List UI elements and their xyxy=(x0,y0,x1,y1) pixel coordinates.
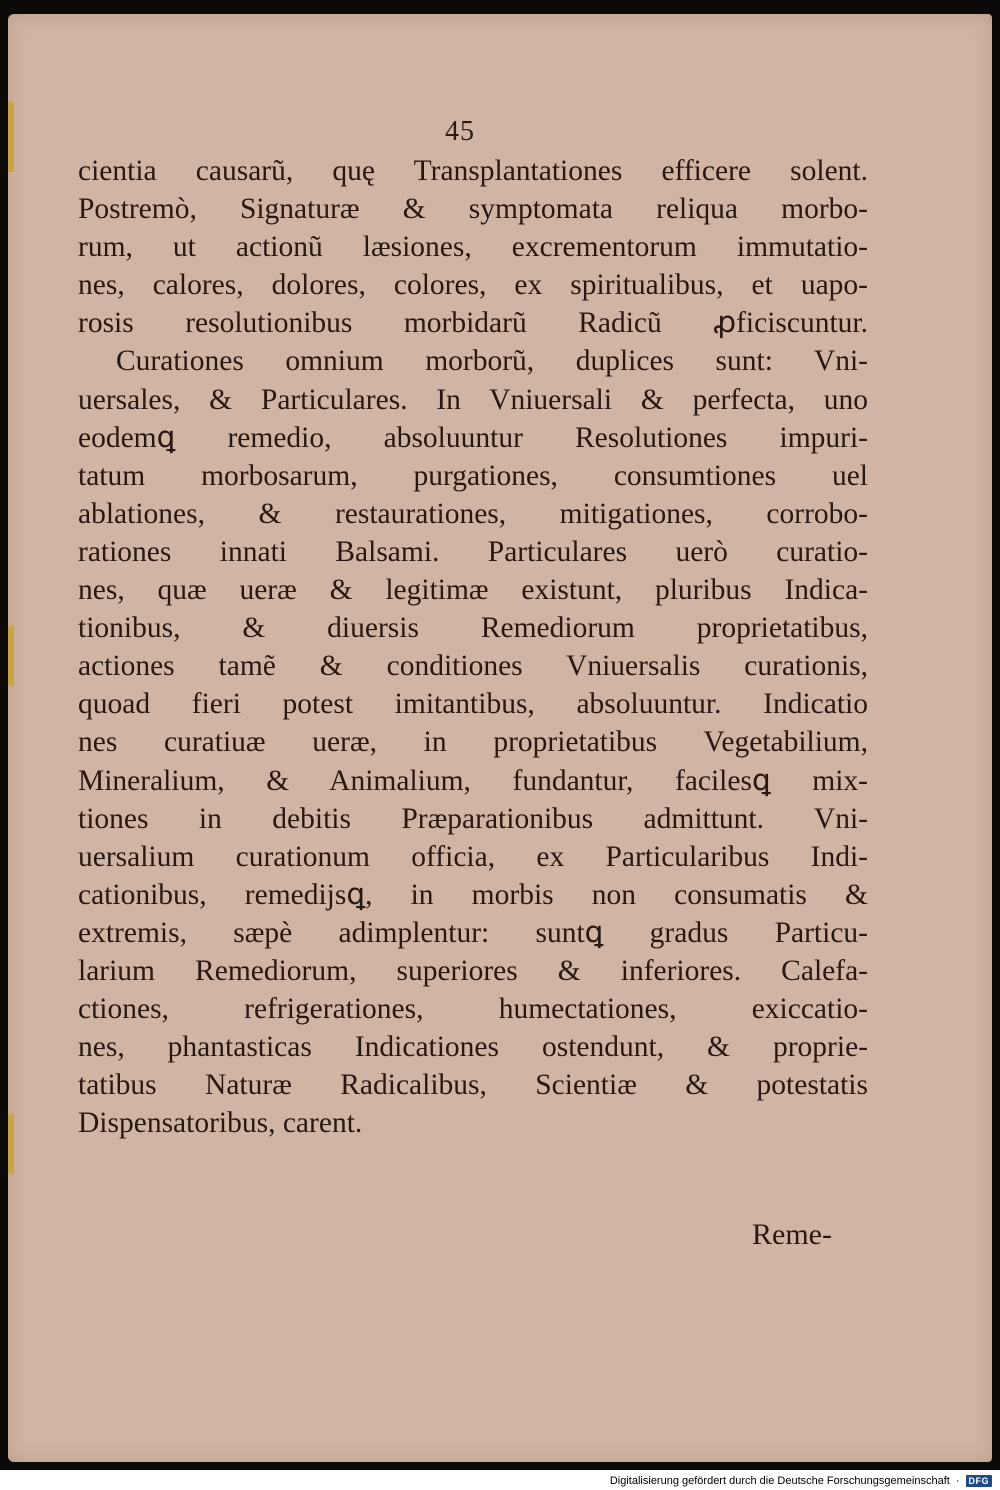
gutter-stain xyxy=(8,626,14,686)
text-line: Mineralium, & Animalium, fundantur, facilesꝗ mix- xyxy=(78,764,868,797)
funding-credit: Digitalisierung gefördert durch die Deutsche Forschungsgemeinschaft xyxy=(609,1475,950,1487)
footer xyxy=(610,1472,992,1490)
text-line: rum, ut actionũ læsiones, excrementorum immutatio- xyxy=(78,231,868,264)
gutter-stain xyxy=(8,1114,14,1174)
text-line: actiones tamẽ & conditiones Vniuersalis curationis, xyxy=(78,650,868,683)
text-line: nes, phantasticas Indicationes ostendunt, & proprie- xyxy=(78,1031,868,1064)
text-line: nes, calores, dolores, colores, ex spiritualibus, et uapo- xyxy=(78,269,868,302)
catchword: Reme- xyxy=(752,1218,832,1251)
dfg-logo[interactable]: DFG xyxy=(966,1475,993,1487)
text-line: uersales, & Particulares. In Vniuersali & perfecta, uno xyxy=(78,383,868,416)
text-line: rationes innati Balsami. Particulares uerò curatio- xyxy=(78,535,868,568)
text-line: cientia causarũ, quę Transplantationes efficere solent. xyxy=(78,155,868,187)
text-line: Dispensatoribus, carent. xyxy=(78,1107,363,1140)
text-line: larium Remediorum, superiores & inferiores. Calefa- xyxy=(78,954,868,987)
gutter-stain xyxy=(8,102,14,172)
text-line: Curationes omnium morborũ, duplices sunt: Vni- xyxy=(116,345,868,378)
text-line: tatibus Naturæ Radicalibus, Scientiæ & potestatis xyxy=(78,1069,868,1102)
text-line: ablationes, & restaurationes, mitigationes, corrobo- xyxy=(78,497,868,530)
text-line: ctiones, refrigerationes, humectationes, exiccatio- xyxy=(78,993,868,1026)
text-line: quoad fieri potest imitantibus, absoluuntur. Indicatio xyxy=(78,688,868,721)
text-line: uersalium curationum officia, ex Particularibus Indi- xyxy=(78,840,868,873)
text-line: cationibus, remedijsꝗ, in morbis non consumatis & xyxy=(78,878,868,911)
text-line: extremis, sæpè adimplentur: suntꝗ gradus Particu- xyxy=(78,916,868,949)
text-line: rosis resolutionibus morbidarũ Radicũ ꝓficiscuntur. xyxy=(78,307,868,340)
page-number: 45 xyxy=(445,116,475,147)
text-line: eodemꝗ remedio, absoluuntur Resolutiones impuri- xyxy=(78,421,868,454)
text-line: tiones in debitis Præparationibus admittunt. Vni- xyxy=(78,802,868,835)
text-line: nes curatiuæ ueræ, in proprietatibus Vegetabilium, xyxy=(78,726,868,759)
text-line: tionibus, & diuersis Remediorum proprietatibus, xyxy=(78,612,868,645)
separator-dot: · xyxy=(955,1475,960,1487)
page-text xyxy=(78,152,868,1142)
text-line: tatum morbosarum, purgationes, consumtiones uel xyxy=(78,459,868,492)
text-line: Postremò, Signaturæ & symptomata reliqua morbo- xyxy=(78,193,868,226)
text-line: nes, quæ ueræ & legitimæ existunt, pluribus Indica- xyxy=(78,574,868,607)
